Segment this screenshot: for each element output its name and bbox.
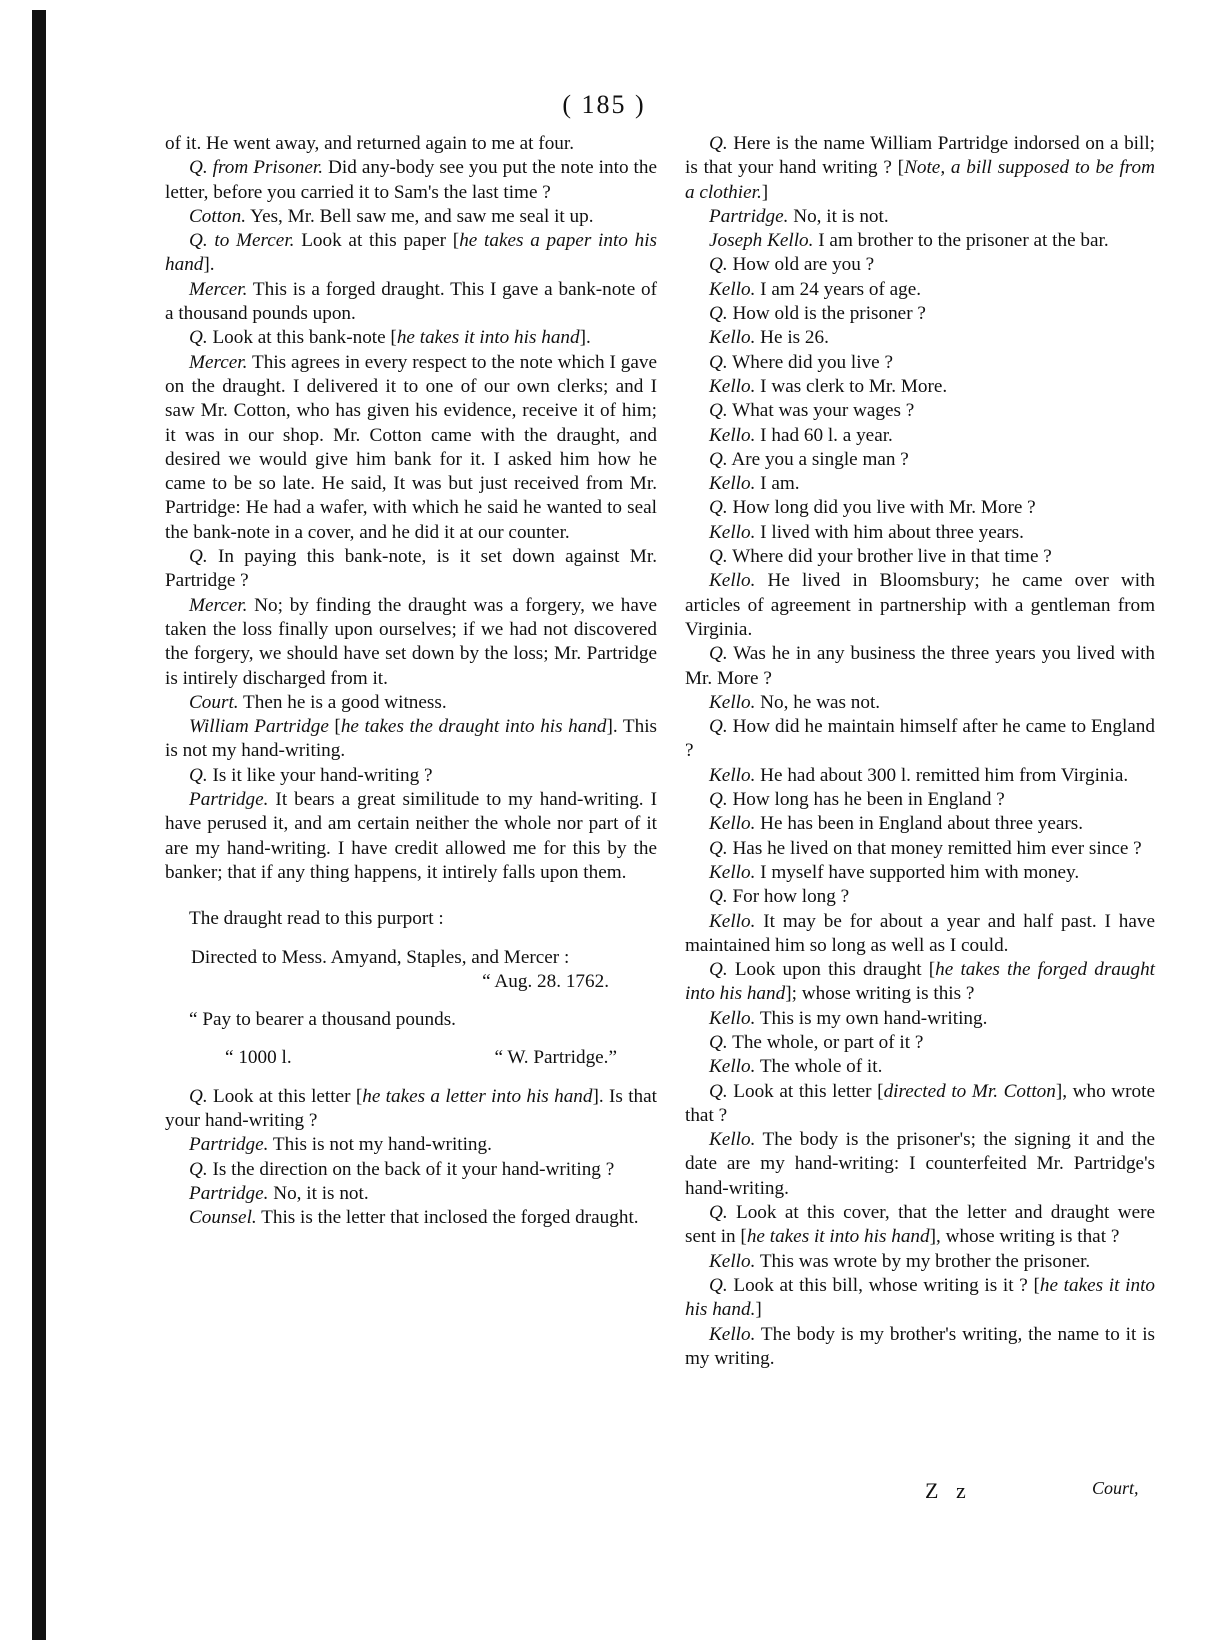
speaker: Q. — [189, 1085, 208, 1107]
paragraph: Partridge. No, it is not. — [709, 205, 889, 227]
speaker: Kello. — [709, 1056, 756, 1078]
stage-note: he takes it into his hand — [396, 327, 580, 349]
paragraph: Kello. He has been in England about three years. — [709, 813, 1084, 835]
speaker: Mercer. — [189, 351, 248, 373]
paragraph: Q. The whole, or part of it ? — [709, 1031, 924, 1053]
speaker: Kello. — [709, 910, 756, 932]
speaker: Partridge. — [189, 789, 269, 811]
speaker: Q. — [709, 1080, 728, 1102]
paragraph: Q. Where did your brother live in that time ? — [709, 546, 1052, 568]
paragraph: Mercer. No; by finding the draught was a forgery, we have taken the loss finally upon ourselves; if we had not discovered the forgery, we should have set down by the loss; Mr. Partridge is intirely discharged from it. — [165, 594, 657, 689]
paragraph: Q. Is the direction on the back of it your hand-writing ? — [189, 1158, 615, 1180]
speaker: Q. — [709, 716, 728, 738]
paragraph: Q. How long has he been in England ? — [709, 789, 1005, 811]
paragraph: Q. How old is the prisoner ? — [709, 303, 926, 325]
speaker: Kello. — [709, 1007, 756, 1029]
speaker: Q. — [709, 133, 728, 154]
speaker: Q. — [709, 400, 728, 422]
paragraph: Q. How did he maintain himself after he came to England ? — [685, 716, 1155, 762]
speaker: Q. — [709, 643, 728, 665]
speaker: Q. — [709, 546, 728, 568]
paragraph: Kello. I had 60 l. a year. — [709, 424, 893, 446]
speaker: Q. — [709, 1274, 728, 1296]
speaker: Q. — [189, 327, 208, 349]
catchword: Court, — [1092, 1478, 1139, 1498]
paragraph: Kello. I lived with him about three years. — [709, 521, 1024, 543]
paragraph: Partridge. No, it is not. — [189, 1182, 369, 1204]
paragraph: Kello. He had about 300 l. remitted him from Virginia. — [709, 764, 1129, 786]
speaker: Mercer. — [189, 278, 248, 300]
speaker: Kello. — [709, 473, 756, 495]
paragraph: Q. Is it like your hand-writing ? — [189, 764, 433, 786]
speaker: Kello. — [709, 570, 756, 592]
speaker: Q. — [709, 789, 728, 811]
paragraph: Kello. This was wrote by my brother the prisoner. — [709, 1250, 1091, 1272]
speaker: Q. — [189, 546, 208, 568]
speaker: Kello. — [709, 764, 756, 786]
paragraph: Q. Has he lived on that money remitted him ever since ? — [709, 837, 1142, 859]
paragraph: Kello. No, he was not. — [709, 691, 881, 713]
speaker: Q. — [709, 254, 728, 276]
speaker: Cotton. — [189, 205, 247, 227]
speaker: Kello. — [709, 521, 756, 543]
paragraph: Q. How old are you ? — [709, 254, 875, 276]
speaker: Kello. — [709, 375, 756, 397]
speaker: Q. — [709, 351, 728, 373]
paragraph: Kello. It may be for about a year and half past. I have maintained him so long as well as I could. — [685, 910, 1155, 956]
draught-date: “ Aug. 28. 1762. — [482, 970, 609, 992]
paragraph: Q. Look at this bank-note [he takes it into his hand]. — [189, 327, 591, 349]
stage-note: he takes a paper into his hand — [165, 230, 657, 276]
paragraph: Q. For how long ? — [709, 886, 850, 908]
paragraph: Q. Where did you live ? — [709, 351, 894, 373]
speaker: Mercer. — [189, 594, 248, 616]
speaker: Kello. — [709, 424, 756, 446]
left-column — [165, 132, 657, 1230]
paragraph: Kello. He is 26. — [709, 327, 829, 349]
draught-signature: “ W. Partridge.” — [494, 1047, 617, 1069]
paragraph: Partridge. It bears a great similitude to my hand-writing. I have perused it, and am certain neither the whole nor part of it are my hand-writing. I have credit allowed me for this by the banker; that if any thing happens, it intirely falls upon them. — [165, 789, 657, 883]
speaker: Q. to Mercer. — [189, 230, 295, 252]
right-column — [685, 132, 1155, 1371]
page-edge-shadow — [32, 10, 46, 1640]
paragraph: Partridge. This is not my hand-writing. — [189, 1134, 492, 1156]
paragraph: Q. to Mercer. Look at this paper [he takes a paper into his hand]. — [165, 230, 657, 276]
speaker: Joseph Kello. — [709, 230, 814, 252]
draught-direction: Directed to Mess. Amyand, Staples, and Mercer : — [191, 946, 570, 968]
paragraph: William Partridge [he takes the draught into his hand]. This is not my hand-writing. — [165, 716, 658, 762]
speaker: Kello. — [709, 861, 756, 883]
draught-amount: “ 1000 l. — [225, 1047, 292, 1069]
speaker: Kello. — [709, 327, 756, 349]
speaker: Kello. — [709, 1129, 756, 1151]
stage-note: he takes it into his hand. — [685, 1274, 1156, 1321]
paragraph: of it. He went away, and returned again to me at four. — [165, 133, 575, 154]
paragraph: Q. Look at this letter [he takes a letter into his hand]. Is that your hand-writing ? — [165, 1085, 657, 1131]
speaker: Q. — [709, 448, 728, 470]
paragraph: Kello. I am 24 years of age. — [709, 278, 922, 300]
paragraph: Q. Look at this cover, that the letter and draught were sent in [he takes it into his hand], whose writing is that ? — [685, 1202, 1155, 1248]
stage-note: he takes the forged draught into his hand — [685, 959, 1155, 1005]
speaker: Kello. — [709, 278, 756, 300]
stage-note: he takes it into his hand — [746, 1226, 930, 1248]
draught-pay: “ Pay to bearer a thousand pounds. — [189, 1009, 456, 1031]
speaker: Q. — [189, 1158, 208, 1180]
speaker: Kello. — [709, 1323, 756, 1345]
paragraph: Mercer. This agrees in every respect to the note which I gave on the draught. I delivered it to one of our own clerks; and I saw Mr. Cotton, who has given his evidence, receive it of him; it was in our shop. Mr. Cotton came with the draught, and desired we would give him bank for it. I asked him how he came to be so late. He said, It was but just received from Mr. Partridge: He had a wafer, with which he said he wanted to seal the bank-note in a cover, and he did it at our counter. — [165, 351, 657, 543]
speaker: Counsel. — [189, 1207, 257, 1229]
paragraph: Q. from Prisoner. Did any-body see you put the note into the letter, before you carried it to Sam's the last time ? — [165, 157, 657, 203]
stage-note: Note, a bill supposed to be from a clothier. — [685, 157, 1155, 203]
speaker: Q. — [709, 1031, 728, 1053]
speaker: Kello. — [709, 1250, 756, 1272]
paragraph: Q. In paying this bank-note, is it set down against Mr. Partridge ? — [165, 546, 657, 592]
draught-intro: The draught read to this purport : — [189, 908, 444, 930]
paragraph: Kello. I myself have supported him with money. — [709, 861, 1080, 883]
paragraph: Mercer. This is a forged draught. This I gave a bank-note of a thousand pounds upon. — [165, 278, 657, 325]
paragraph: Kello. The body is my brother's writing, the name to it is my writing. — [685, 1323, 1155, 1369]
speaker: William Partridge — [189, 716, 329, 738]
speaker: Partridge. — [189, 1134, 269, 1156]
paragraph: Q. How long did you live with Mr. More ? — [709, 497, 1036, 519]
paragraph: Kello. This is my own hand-writing. — [709, 1007, 988, 1029]
speaker: Q. — [709, 497, 728, 519]
stage-note: directed to Mr. Cotton — [883, 1080, 1056, 1102]
paragraph: Q. Look at this letter [directed to Mr. Cotton], who wrote that ? — [685, 1080, 1155, 1126]
paragraph: Court. Then he is a good witness. — [189, 691, 447, 713]
paragraph: Kello. I am. — [709, 473, 800, 495]
speaker: Kello. — [709, 813, 756, 835]
draught-amount-line — [165, 1046, 657, 1070]
page-number: ( 185 ) — [562, 90, 646, 119]
speaker: Kello. — [709, 691, 756, 713]
speaker: Q. — [709, 1202, 728, 1224]
speaker: Q. — [189, 764, 208, 786]
speaker: Partridge. — [709, 205, 789, 227]
paragraph: Counsel. This is the letter that inclosed the forged draught. — [189, 1207, 639, 1229]
speaker: Q. — [709, 886, 728, 908]
paragraph: Q. Are you a single man ? — [709, 448, 909, 470]
paragraph: Joseph Kello. I am brother to the prisoner at the bar. — [709, 230, 1109, 252]
paragraph: Cotton. Yes, Mr. Bell saw me, and saw me seal it up. — [189, 205, 594, 227]
speaker: Q. — [709, 837, 728, 859]
speaker: Q. — [709, 959, 728, 981]
paragraph: Q. Here is the name William Partridge indorsed on a bill; is that your hand writing ? [Note, a bill supposed to be from a clothier.] — [685, 133, 1155, 203]
paragraph: Q. Look upon this draught [he takes the forged draught into his hand]; whose writing is this ? — [685, 959, 1155, 1005]
speaker: Court. — [189, 691, 239, 713]
speaker: Partridge. — [189, 1182, 269, 1204]
speaker: Q. — [709, 303, 728, 325]
signature-mark: Z z — [925, 1478, 972, 1503]
paragraph: Kello. The body is the prisoner's; the signing it and the date are my hand-writing: I counterfeited Mr. Partridge's hand-writing. — [685, 1129, 1155, 1199]
paragraph: Kello. The whole of it. — [709, 1056, 883, 1078]
paragraph: Q. What was your wages ? — [709, 400, 915, 422]
paragraph: Kello. He lived in Bloomsbury; he came over with articles of agreement in partnership with a gentleman from Virginia. — [685, 570, 1155, 640]
paragraph: Q. Look at this bill, whose writing is it ? [he takes it into his hand.] — [685, 1274, 1156, 1321]
stage-note: he takes a letter into his hand — [362, 1085, 593, 1107]
paragraph: Kello. I was clerk to Mr. More. — [709, 375, 948, 397]
paragraph: Q. Was he in any business the three years you lived with Mr. More ? — [685, 643, 1155, 689]
speaker: Q. from Prisoner. — [189, 157, 324, 179]
stage-note: he takes the draught into his hand — [340, 716, 607, 738]
